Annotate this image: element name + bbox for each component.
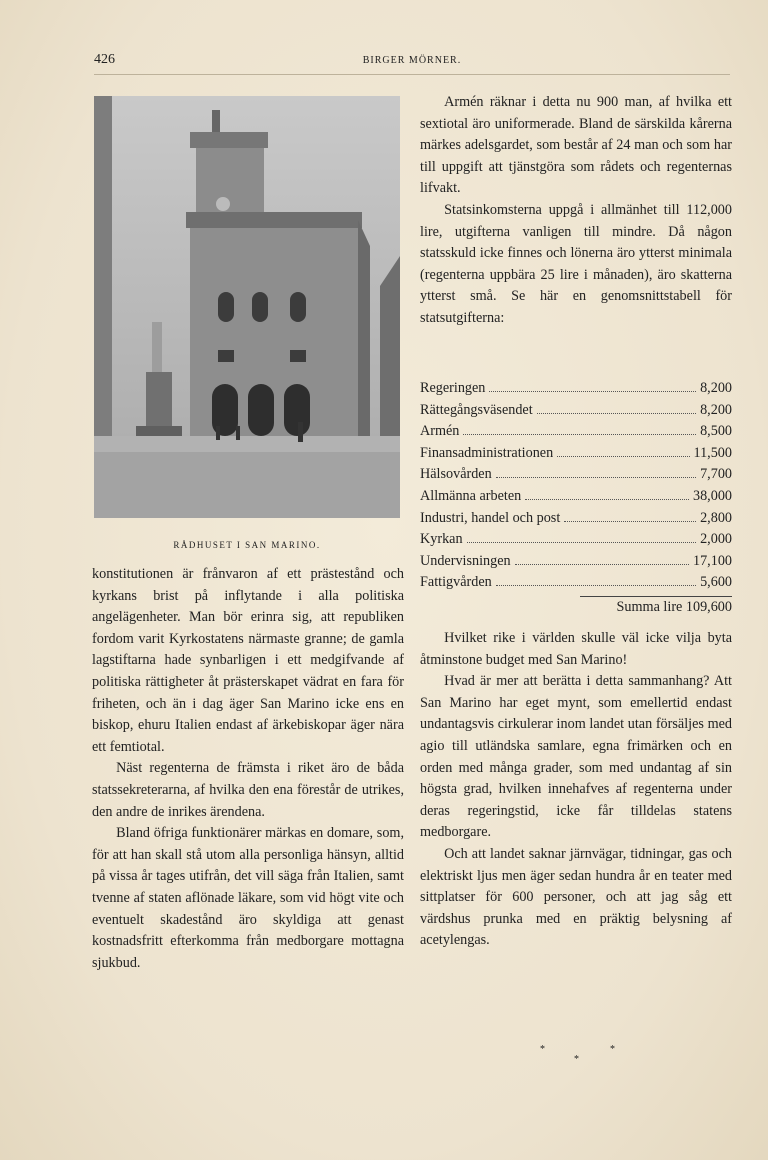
leader-dots — [564, 521, 696, 522]
running-head: BIRGER MÖRNER. — [362, 55, 462, 66]
budget-label: Rättegångsväsendet — [420, 401, 533, 418]
leader-dots — [557, 456, 689, 457]
budget-row — [420, 402, 732, 424]
budget-value: 17,100 — [692, 552, 732, 569]
budget-value: 38,000 — [692, 487, 732, 504]
asterisk: * — [574, 1054, 579, 1065]
budget-row — [420, 574, 732, 596]
town-hall-photograph — [94, 96, 400, 518]
budget-label: Fattigvården — [420, 574, 492, 591]
budget-label: Regeringen — [420, 380, 486, 396]
budget-row — [420, 531, 732, 553]
paragraph: Och att landet saknar järnvägar, tidningar, gas och elektriskt ljus men äger sedan hundra år en teater med sittplatser för 600 personer, och att jag såg ett värdshus prunka med en präktig belysning af acetylengas. — [420, 845, 732, 949]
section-ornament — [530, 1044, 640, 1066]
leader-dots — [463, 434, 696, 435]
budget-row — [420, 466, 732, 488]
budget-row — [420, 488, 732, 510]
page-header — [94, 52, 730, 75]
budget-value: 2,800 — [700, 509, 732, 526]
paragraph: Statsinkomsterna uppgå i allmänhet till 112,000 lire, utgifterna vanligen till mindre. Då någon statsskuld icke finnes och lönerna äro ytterst minimala (regenterna uppbära 25 lire i månaden), äro skatterna ytterst små. Se här en genomsnittstabell för statsutgifterna: — [420, 201, 732, 326]
right-column-bottom — [420, 628, 732, 952]
budget-label: Undervisningen — [420, 552, 511, 569]
budget-total-text: Summa lire 109,600 — [616, 599, 732, 616]
budget-value: 8,200 — [700, 401, 732, 418]
leader-dots — [525, 499, 689, 500]
budget-label: Kyrkan — [420, 531, 463, 548]
budget-label: Armén — [420, 423, 460, 440]
budget-value: 2,000 — [700, 531, 732, 548]
budget-label: Finansadministrationen — [420, 444, 554, 461]
budget-value: 5,600 — [700, 574, 732, 591]
leader-dots — [467, 542, 697, 543]
leader-dots — [496, 477, 696, 478]
budget-label: Allmänna arbeten — [420, 487, 522, 504]
asterisk: * — [610, 1044, 615, 1055]
budget-value: 7,700 — [700, 466, 732, 483]
leader-dots — [496, 585, 696, 586]
budget-value: 8,200 — [700, 380, 732, 396]
left-column — [92, 564, 404, 974]
budget-row — [420, 510, 732, 532]
paragraph: Armén räknar i detta nu 900 man, af hvilka ett sextiotal äro uniformerade. Bland de särskilda kårerna märkes adelsgardet, som består af 24 man och som har till uppgift att tjänstgöra som rådets och regenternas lifvakt. — [420, 94, 732, 197]
budget-table — [420, 380, 732, 619]
right-column-top — [420, 92, 732, 330]
leader-dots — [489, 391, 696, 392]
budget-value: 8,500 — [700, 423, 732, 440]
asterisk: * — [540, 1044, 545, 1055]
budget-row — [420, 423, 732, 445]
budget-row — [420, 445, 732, 467]
paragraph: Bland öfriga funktionärer märkas en domare, som, för att han skall stå utom alla personliga hänsyn, alltid på vissa år tages utifrån, det vill säga från Italien, samt tvenne af staten aflönade läkare, som vid högt vite och eventuelt skadestånd äro skyldiga att genast kostnadsfritt efterkomma från medborgare mottagna sjukbud. — [92, 825, 404, 971]
budget-label: Hälsovården — [420, 466, 492, 483]
budget-value: 11,500 — [693, 444, 732, 461]
leader-dots — [515, 564, 689, 565]
budget-label: Industri, handel och post — [420, 509, 561, 526]
paragraph: Näst regenterna de främsta i riket äro de båda statssekreterarna, af hvilka den ena förestår de utrikes, den andre de inrikes ärendena. — [92, 760, 404, 820]
budget-row — [420, 380, 732, 402]
budget-row — [420, 553, 732, 575]
paragraph: konstitutionen är frånvaron af ett prästestånd och kyrkans brist på inflytande i alla politiska angelägenheter. Man bör erinra sig, att republiken fordom varit Kyrkostatens närmaste granne; de gamla lagstiftarna hade synbarligen i ett medgifvande af politiska rättigheter åt prästerskapet vädrat en fara för friheten, och än i dag äger San Marino icke ens en biskop, ehuru Italien endast af ärkebiskopar äger nära ett femtiotal. — [92, 566, 404, 755]
paragraph: Hvad är mer att berätta i detta sammanhang? Att San Marino har eget mynt, som emellertid endast undantagsvis cirkulerar inom landet utan försäljes med agio till utländska samlare, egna frimärken och en orden med många grader, som med undantag af sin högsta grad, hvilken innehafves af regenterna under deras regeringstid, icke får tilldelas statens medborgare. — [420, 673, 732, 841]
page-number: 426 — [94, 52, 115, 67]
paragraph: Hvilket rike i världen skulle väl icke vilja byta åtminstone budget med San Marino! — [420, 630, 732, 668]
budget-total — [580, 596, 732, 619]
figure-caption: RÅDHUSET I SAN MARINO. — [173, 540, 321, 550]
leader-dots — [537, 413, 696, 414]
